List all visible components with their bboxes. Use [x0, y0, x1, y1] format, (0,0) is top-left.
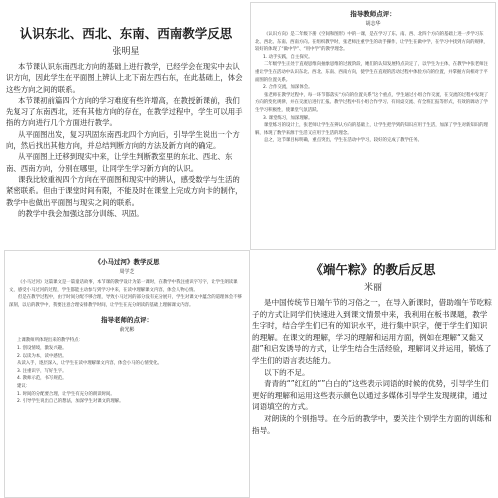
author-name: 米丽 [363, 283, 382, 293]
paragraph: 二年级学生正处于直观思维向抽象思维的过渡阶段，她们的认知发展特点决定了，以学生为主体，在教学中张老师注重让学生在活动中认识东北、西北、东南、西南方向，使学生在直观的活动过程中体验方向的位置，并掌握方向相对于平面图的位置关系。 [255, 62, 488, 83]
page-title: 指导教师点评： [350, 10, 396, 18]
list-item: 1. 时间的分配要合理，让学生有充分的朗读时间。 [17, 391, 115, 397]
section-heading: 2. 合作交流，加深体会。 [263, 85, 313, 91]
list-item: 2. 以读为本，读中感悟。 [17, 353, 67, 359]
paragraph: 从平面图出发，复习巩固东南西北四个方向后，引导学生说出一个方向，然后找出其他方向，并总结判断方向的方法及新方向的确定。 [6, 129, 240, 151]
section-heading: 3. 课堂练习，加深理解。 [263, 115, 313, 121]
author-name: 周学芝 [119, 269, 135, 275]
paragraph: 从平面图上迁移到现实中来，让学生判断教室里的东北、西北、东南、西南方向，分别在哪里，让同学生学习新方向的认识。 [6, 152, 233, 173]
paragraph: 的教学中我会加强这部分训练、巩固。 [18, 208, 144, 218]
list-item: 3. 注重识字，写好生字。 [17, 368, 67, 374]
paragraph: 课堂练习的设计上，张老师让学生在辨认方向的基础上，让学生把学到的知识应用于生活，加深了学生对新知识的理解，体现了数学来源于生活又应用于生活的理念。 [255, 123, 488, 136]
list-item: 4. 教师示范，书写规范。 [17, 376, 67, 382]
doc-page-teacher-comment [250, 2, 496, 250]
paragraph: 本节课初前篇四个方向的学习难度有些许增高，在教授新课前，我们先复习了东南西北，还有其他方向的存在，在教学过程中，学生可以用手指的方向进行几个方面进行教学。 [6, 95, 243, 128]
list-item: 1. 创设情境，激发兴趣。 [17, 345, 67, 351]
page-title: 《小马过河》教学反思 [94, 258, 160, 266]
paragraph: 但是在教学过程中，由于时间分配不够合理，导致小马过河的部分没有充分展开，学生对课文中蕴含的道理体会不够深刻，以后的教学中，我要注意合理安排教学时间，让学生在充分朗读的基础上理解课文内容。 [9, 295, 242, 308]
page-title: 《端午粽》的教后反思 [310, 262, 436, 277]
list-item: 2. 引导学生说出自己的想法，加深学生对课文的理解。 [17, 399, 124, 405]
paragraph: 总之，这节课目标明确，重点突出，学生在活动中学习，较好的完成了教学任务。 [264, 138, 423, 144]
section-heading: 1. 动手实践，自主探究。 [263, 54, 313, 60]
page-title: 认识东北、西北、东南、西南教学反思 [19, 26, 233, 41]
doc-page-direction-reflection [4, 20, 248, 248]
list-item: 从读入手，逐层深入，让学生在读中理解课文内容，体会小马的心情变化。 [17, 361, 162, 367]
author-name: 俞光彬 [119, 327, 135, 334]
list-item: 上课教师所体现出来的教学特点： [17, 338, 83, 344]
paragraph: 张老师在教学过程中，每一环节都落实“方向的位置关系”这个重点，学生通过小组合作交流，在交流的过程中发现了方向的变化规律，并在交流后进行汇报。教学过程中有小组合作学习、有同桌交流、有全班汇报等形式，有效的调动了学生学习积极性，使课堂气氛活跃。 [255, 92, 489, 113]
paragraph: 以下的不足。 [264, 367, 310, 377]
paragraph: 《小马过河》这篇课文是一篇童话故事，本节课的教学设计为第一课时，在教学中我注重识字写字，让学生朗读课文，感受小马过河的过程，学生都能主动参与到学习中来，在读中理解课文内容，体会人物心情。 [9, 280, 238, 293]
section-title: 指导老师的点评： [101, 316, 153, 325]
paragraph: 是中国传统节日端午节的习俗之一，在导入新课时，借助端午节吃粽子的方式让同学们快速进入到课文情景中来，我利用在板书课题，教学生字时，结合学生们已有的知识水平，进行集中识字，便于学生们知识的理解。在课文的理解，学习的理解和运用方面，例如在理解“又黏又甜”和启发诱导的方式，让学生结合生活经验，理解词义并运用，锻炼了学生们的语言表达能力。 [252, 298, 492, 365]
paragraph: 课我比较重视四个方向在平面图和现实中的辨认，感受数学与生活的紧密联系。但由于课堂时间有限，不能及时在课堂上完成方向卡的制作，教学中也做出平面图与现实之间的联系。 [6, 174, 243, 207]
doc-page-pony-river-reflection [4, 250, 250, 498]
author-name: 张明星 [112, 47, 140, 57]
paragraph: 对朗读的个别指导。在今后的教学中，要关注个别学生方面的训练和指导。 [252, 413, 492, 435]
paragraph: 青青的“”红红的“”白白的“这些表示词语的时候的优势，引导学生们更好的理解和运用这些表示颜色以通过多媒体引导学生发现规律，通过词语填空的方式。 [252, 379, 489, 412]
author-name: 胡志华 [365, 21, 381, 27]
paragraph: 《认识方向》是二年级下册《空间和图形》中的一课，是在学习了东、南、西、北四个方向的基础上进一步学习东北、西北、东南、西南方向。在组织教学时，张老师注重学生的动手操作，让学生在做中学，在学习中找到方向的规律，较好的体现了“做中学”、“用中学”的教学理念。 [255, 32, 488, 53]
list-item: 建议： [17, 383, 31, 389]
doc-page-zongzi-reflection [250, 250, 496, 496]
paragraph: 本节课认识东南西北方向的基础上进行教学，已经学会在现实中去认识方向，因此学生在平面图上辨认上北下南左西右东，在此基础上，体会这些方向之间的联系。 [6, 62, 243, 94]
